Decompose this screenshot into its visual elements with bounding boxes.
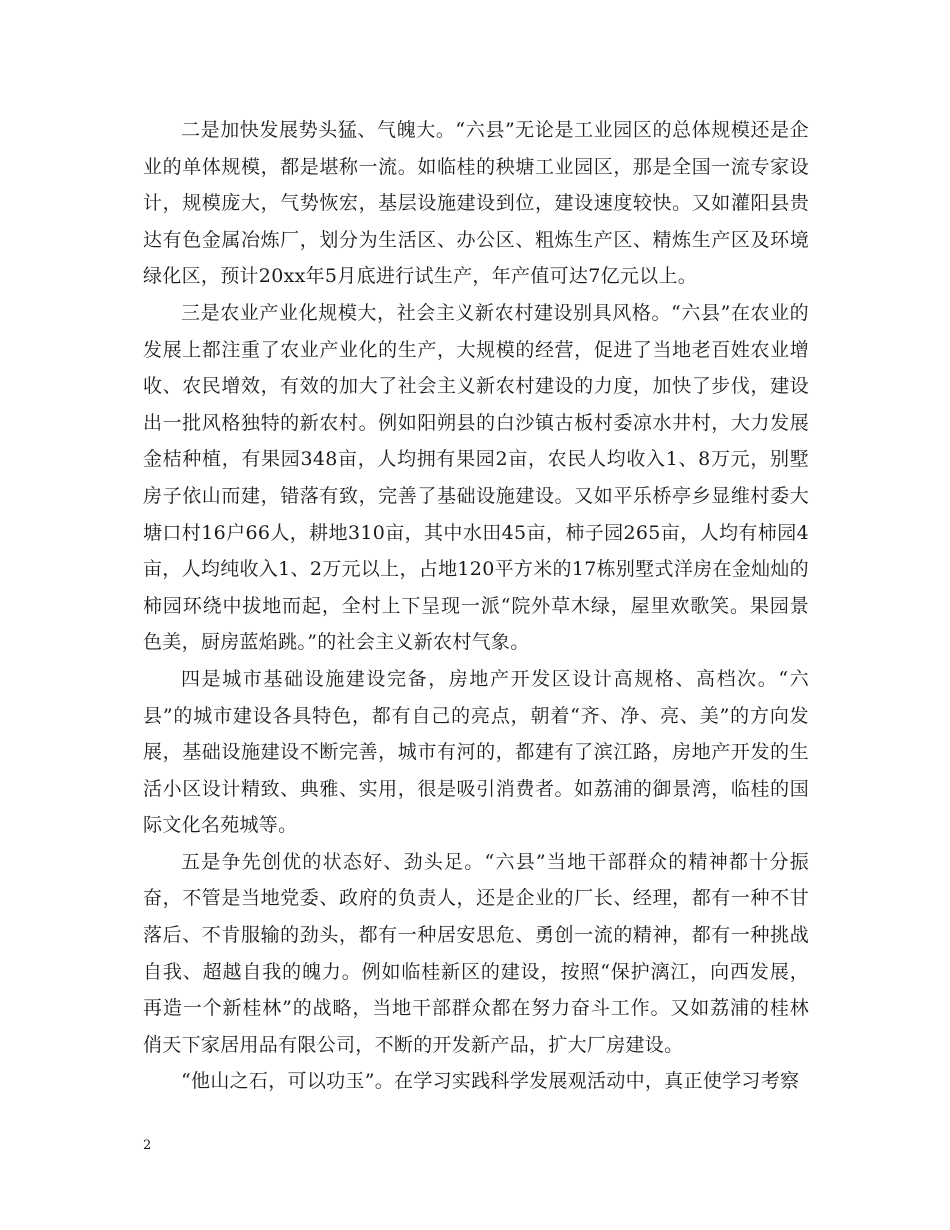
paragraph-industrial-parks: 二是加快发展势头猛、气魄大。“六县”无论是工业园区的总体规模还是企业的单体规模，都是堪称一流。如临桂的秧塘工业园区，那是全国一流专家设计，规模庞大，气势恢宏，基层设施建设到位，建设速度较快。又如灌阳县贵达有色金属冶炼厂，划分为生活区、办公区、粗炼生产区、精炼生产区及环境绿化区，预计20xx年5月底进行试生产，年产值可达7亿元以上。 [143,119,809,288]
body-text [143,112,809,1100]
paragraph-urban-infrastructure: 四是城市基础设施建设完备，房地产开发区设计高规格、高档次。“六县”的城市建设各具特色，都有自己的亮点，朝着“齐、净、亮、美”的方向发展，基础设施建设不断完善，城市有河的，都建有了滨江路，房地产开发的生活小区设计精致、典雅、实用，很是吸引消费者。如荔浦的御景湾，临桂的国际文化名苑城等。 [143,667,809,837]
paragraph-agriculture: 三是农业产业化规模大，社会主义新农村建设别具风格。“六县”在农业的发展上都注重了农业产业化的生产，大规模的经营，促进了当地老百姓农业增收、农民增效，有效的加大了社会主义新农村建设的力度，加快了步伐，建设出一批风格独特的新农村。例如阳朔县的白沙镇古板村委凉水井村，大力发展金桔种植，有果园348亩，人均拥有果园2亩，农民人均收入1、8万元，别墅房子依山而建，错落有致，完善了基础设施建设。又如平乐桥亭乡显维村委大塘口村16户66人，耕地310亩，其中水田45亩，柿子园265亩，人均有柿园4亩，人均纯收入1、2万元以上，占地120平方米的17栋别墅式洋房在金灿灿的柿园环绕中拔地而起，全村上下呈现一派“院外草木绿，屋里欢歌笑。果园景色美，厨房蓝焰跳。”的社会主义新农村气象。 [143,301,809,654]
paragraph-conclusion-start: “他山之石，可以功玉”。在学习实践科学发展观活动中，真正使学习考察 [181,1070,800,1093]
page-number: 2 [143,1138,152,1153]
paragraph-excellence: 五是争先创优的状态好、劲头足。“六县”当地干部群众的精神都十分振奋，不管是当地党委、政府的负责人，还是企业的厂长、经理，都有一种不甘落后、不肯服输的劲头，都有一种居安思危、勇创一流的精神，都有一种挑战自我、超越自我的魄力。例如临桂新区的建设，按照“保护漓江，向西发展，再造一个新桂林”的战略，当地干部群众都在努力奋斗工作。又如荔浦的桂林俏天下家居用品有限公司，不断的开发新产品，扩大厂房建设。 [143,850,809,1056]
